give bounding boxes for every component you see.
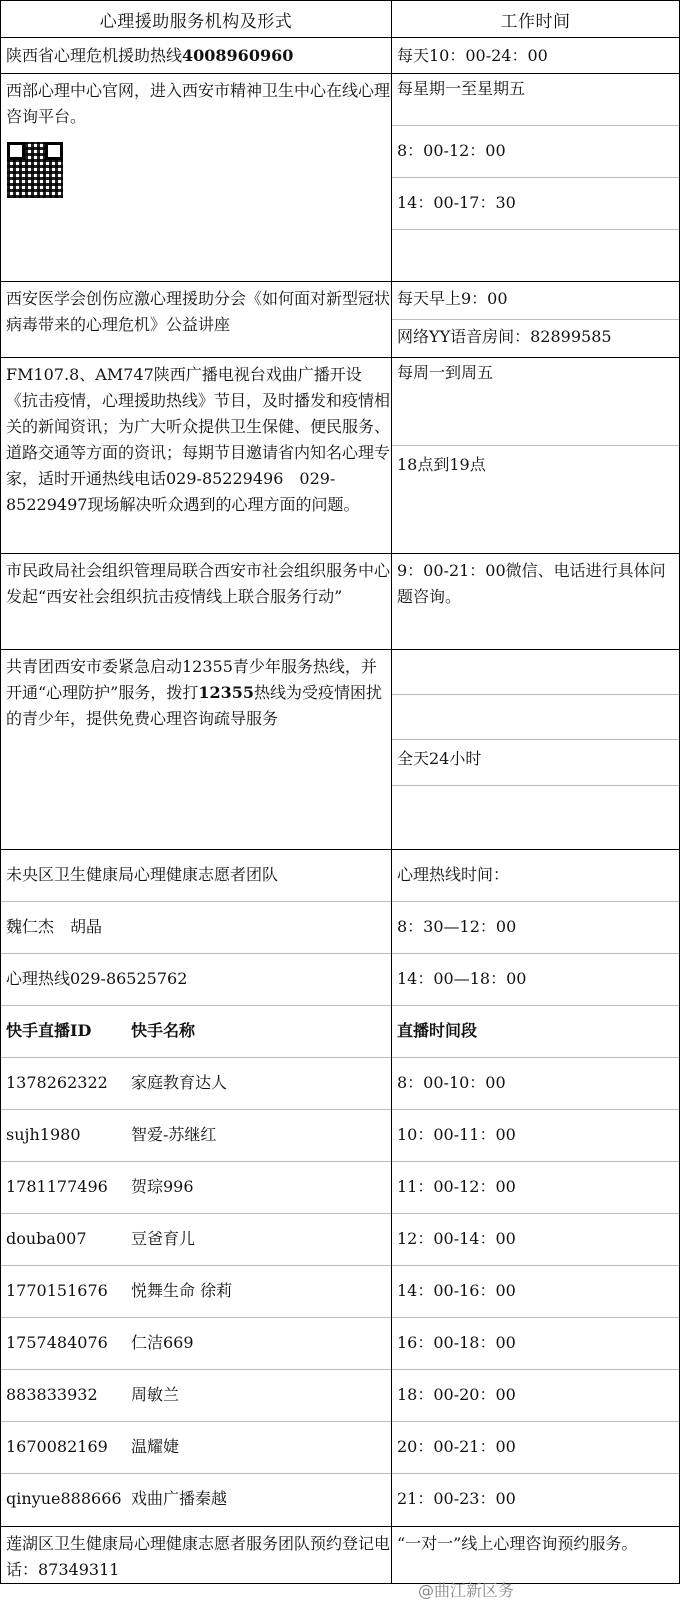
time-text: 每天10：00-24：00 bbox=[397, 46, 548, 65]
table-row bbox=[1, 554, 680, 650]
time-text: 网络YY语音房间：82899585 bbox=[397, 327, 612, 346]
org-text: 陕西省心理危机援助热线 bbox=[6, 46, 183, 65]
kuaishou-time: 11：00-12：00 bbox=[392, 1162, 679, 1214]
hotline-number: 4008960960 bbox=[182, 46, 294, 65]
kuaishou-row bbox=[1, 1474, 391, 1526]
kuaishou-name: 家庭教育达人 bbox=[131, 1073, 228, 1092]
kuaishou-header-row bbox=[1, 1006, 391, 1058]
kuaishou-row bbox=[1, 1058, 391, 1110]
kuaishou-row bbox=[1, 1266, 391, 1318]
table-row bbox=[1, 74, 680, 282]
org-text: 莲湖区卫生健康局心理健康志愿者服务团队预约登记电话：87349311 bbox=[6, 1534, 391, 1579]
kuaishou-name: 温耀婕 bbox=[131, 1437, 180, 1456]
hotline-time-text: 心理热线时间： bbox=[392, 850, 679, 902]
table-row bbox=[1, 358, 680, 554]
hotline-time-text: 8：30—12：00 bbox=[392, 902, 679, 954]
kuaishou-time: 21：00-23：00 bbox=[397, 1489, 516, 1508]
table-row bbox=[1, 1527, 680, 1584]
kuaishou-name: 智爱-苏继红 bbox=[131, 1125, 217, 1144]
kuaishou-name: 戏曲广播秦越 bbox=[131, 1489, 228, 1508]
kuaishou-time: 18：00-20：00 bbox=[392, 1370, 679, 1422]
org-text: 西安医学会创伤应激心理援助分会《如何面对新型冠状病毒带来的心理危机》公益讲座 bbox=[6, 289, 391, 334]
time-text: 8：00-12：00 bbox=[392, 126, 679, 178]
time-text: 全天24小时 bbox=[392, 740, 679, 786]
time-text: 14：00-17：30 bbox=[392, 178, 679, 230]
volunteer-info-text: 心理热线029-86525762 bbox=[1, 954, 391, 1006]
kuaishou-id: 快手直播ID bbox=[6, 1021, 92, 1040]
kuaishou-row bbox=[1, 1422, 391, 1474]
kuaishou-id: 883833932 bbox=[6, 1385, 98, 1404]
time-text: 每星期一至星期五 bbox=[392, 74, 679, 126]
kuaishou-time: 16：00-18：00 bbox=[392, 1318, 679, 1370]
kuaishou-id: 1670082169 bbox=[6, 1437, 108, 1456]
kuaishou-id: 1378262322 bbox=[6, 1073, 108, 1092]
kuaishou-id: qinyue888666 bbox=[6, 1489, 122, 1508]
time-text: 18点到19点 bbox=[397, 455, 486, 474]
table-header-row bbox=[1, 1, 680, 38]
kuaishou-time-header: 直播时间段 bbox=[392, 1006, 679, 1058]
table-row bbox=[1, 850, 680, 1527]
hotline-number: 12355 bbox=[198, 683, 255, 702]
kuaishou-name: 周敏兰 bbox=[131, 1385, 180, 1404]
kuaishou-id: 1781177496 bbox=[6, 1177, 108, 1196]
kuaishou-row bbox=[1, 1214, 391, 1266]
kuaishou-time: 20：00-21：00 bbox=[392, 1422, 679, 1474]
kuaishou-name: 仁洁669 bbox=[131, 1333, 194, 1352]
kuaishou-time: 10：00-11：00 bbox=[392, 1110, 679, 1162]
kuaishou-row bbox=[1, 1370, 391, 1422]
kuaishou-name: 豆爸育儿 bbox=[131, 1229, 196, 1248]
qr-code-icon bbox=[7, 142, 63, 198]
volunteer-info-text: 未央区卫生健康局心理健康志愿者团队 bbox=[1, 850, 391, 902]
kuaishou-name: 快手名称 bbox=[131, 1021, 196, 1040]
org-text: 西部心理中心官网，进入西安市精神卫生中心在线心理咨询平台。 bbox=[6, 81, 391, 126]
kuaishou-id: sujh1980 bbox=[6, 1125, 81, 1144]
org-text: 热线为受疫情困扰的青少年，提供免费心理咨询疏导服务 bbox=[6, 683, 383, 728]
kuaishou-time: 8：00-10：00 bbox=[392, 1058, 679, 1110]
kuaishou-row bbox=[1, 1162, 391, 1214]
kuaishou-row bbox=[1, 1110, 391, 1162]
org-text: 市民政局社会组织管理局联合西安市社会组织服务中心发起“西安社会组织抗击疫情线上联合服务行动” bbox=[6, 561, 391, 606]
watermark-text: @曲江新区务 bbox=[418, 1581, 515, 1600]
time-text: 每天早上9：00 bbox=[392, 282, 679, 320]
org-text: FM107.8、AM747陕西广播电视台戏曲广播开设《抗击疫情，心理援助热线》节目，及时播发和疫情相关的新闻资讯；为广大听众提供卫生保健、便民服务、道路交通等方面的资讯；每期节目邀请省内知名心理专家，适时开通热线电话029-85229496 029-85229497现场解决听众遇到的心理方面的问题。 bbox=[6, 365, 391, 514]
kuaishou-time: 12：00-14：00 bbox=[392, 1214, 679, 1266]
kuaishou-id: douba007 bbox=[6, 1229, 87, 1248]
kuaishou-id: 1770151676 bbox=[6, 1281, 108, 1300]
org-text: 共青团西安市委紧急启动12355青少年服务热线，并开通“心理防护”服务，拨打 bbox=[6, 657, 377, 702]
time-text: “一对一”线上心理咨询预约服务。 bbox=[397, 1534, 638, 1553]
kuaishou-name: 悦舞生命 徐莉 bbox=[131, 1281, 233, 1300]
header-org: 心理援助服务机构及形式 bbox=[1, 1, 392, 38]
kuaishou-time: 14：00-16：00 bbox=[392, 1266, 679, 1318]
time-text: 9：00-21：00微信、电话进行具体问题咨询。 bbox=[397, 561, 666, 606]
time-text: 每周一到周五 bbox=[392, 358, 679, 446]
kuaishou-name: 贺琮996 bbox=[131, 1177, 194, 1196]
kuaishou-id: 1757484076 bbox=[6, 1333, 108, 1352]
hotline-time-text: 14：00—18：00 bbox=[392, 954, 679, 1006]
kuaishou-row bbox=[1, 1318, 391, 1370]
volunteer-info-text: 魏仁杰 胡晶 bbox=[1, 902, 391, 954]
header-time: 工作时间 bbox=[392, 1, 680, 38]
table-row bbox=[1, 38, 680, 74]
table-row bbox=[1, 650, 680, 850]
table-row bbox=[1, 282, 680, 358]
